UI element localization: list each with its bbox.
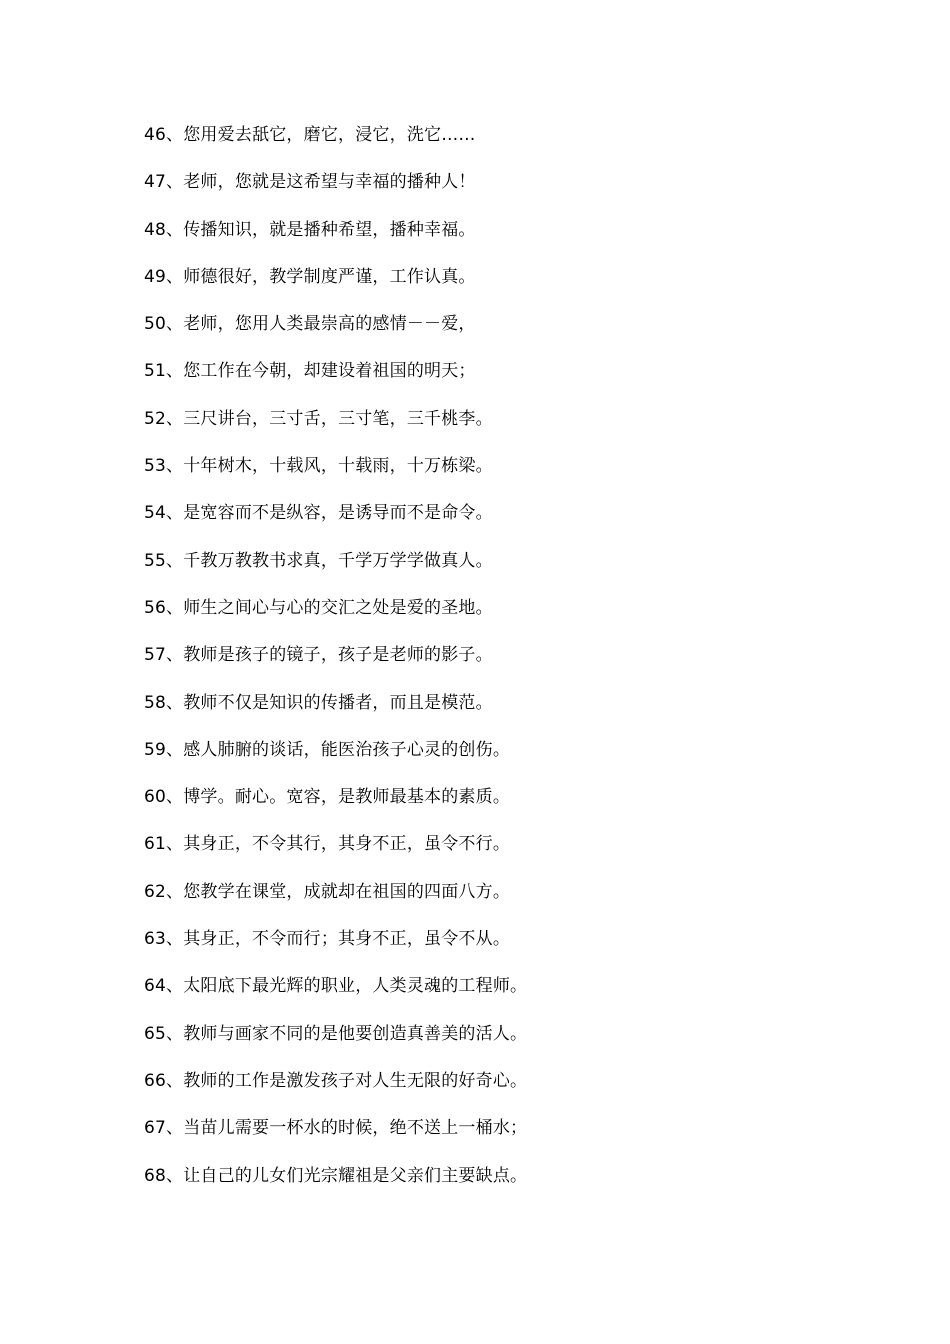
quote-line: 54、是宽容而不是纵容，是诱导而不是命令。 <box>144 503 493 524</box>
quote-line: 68、让自己的儿女们光宗耀祖是父亲们主要缺点。 <box>144 1165 528 1186</box>
quote-line: 47、老师，您就是这希望与幸福的播种人！ <box>144 172 476 193</box>
quote-list <box>144 112 527 1200</box>
quote-line: 64、太阳底下最光辉的职业，人类灵魂的工程师。 <box>144 976 528 997</box>
quote-line: 46、您用爱去舐它，磨它，浸它，洗它…… <box>144 125 476 145</box>
quote-line: 53、十年树木，十载风，十载雨，十万栋梁。 <box>144 456 493 477</box>
quote-line: 56、师生之间心与心的交汇之处是爱的圣地。 <box>144 597 493 618</box>
quote-line: 51、您工作在今朝，却建设着祖国的明天； <box>144 361 476 382</box>
quote-line: 49、师德很好，教学制度严谨，工作认真。 <box>144 266 476 287</box>
quote-line: 48、传播知识，就是播种希望，播种幸福。 <box>144 219 476 240</box>
quote-line: 58、教师不仅是知识的传播者，而且是模范。 <box>144 692 493 713</box>
quote-line: 67、当苗儿需要一杯水的时候，绝不送上一桶水； <box>144 1118 528 1139</box>
quote-line: 66、教师的工作是激发孩子对人生无限的好奇心。 <box>144 1070 528 1091</box>
quote-line: 62、您教学在课堂，成就却在祖国的四面八方。 <box>144 881 511 902</box>
quote-line: 55、千教万教教书求真，千学万学学做真人。 <box>144 550 493 571</box>
quote-line: 52、三尺讲台，三寸舌，三寸笔，三千桃李。 <box>144 408 493 429</box>
quote-line: 65、教师与画家不同的是他要创造真善美的活人。 <box>144 1023 528 1044</box>
quote-line: 57、教师是孩子的镜子，孩子是老师的影子。 <box>144 645 493 666</box>
quote-line: 59、感人肺腑的谈话，能医治孩子心灵的创伤。 <box>144 739 511 760</box>
quote-line: 60、博学。耐心。宽容，是教师最基本的素质。 <box>144 787 511 808</box>
quote-line: 63、其身正，不令而行；其身不正，虽令不从。 <box>144 929 511 950</box>
quote-line: 50、老师，您用人类最崇高的感情－－爱， <box>144 314 476 335</box>
quote-line: 61、其身正，不令其行，其身不正，虽令不行。 <box>144 834 511 855</box>
